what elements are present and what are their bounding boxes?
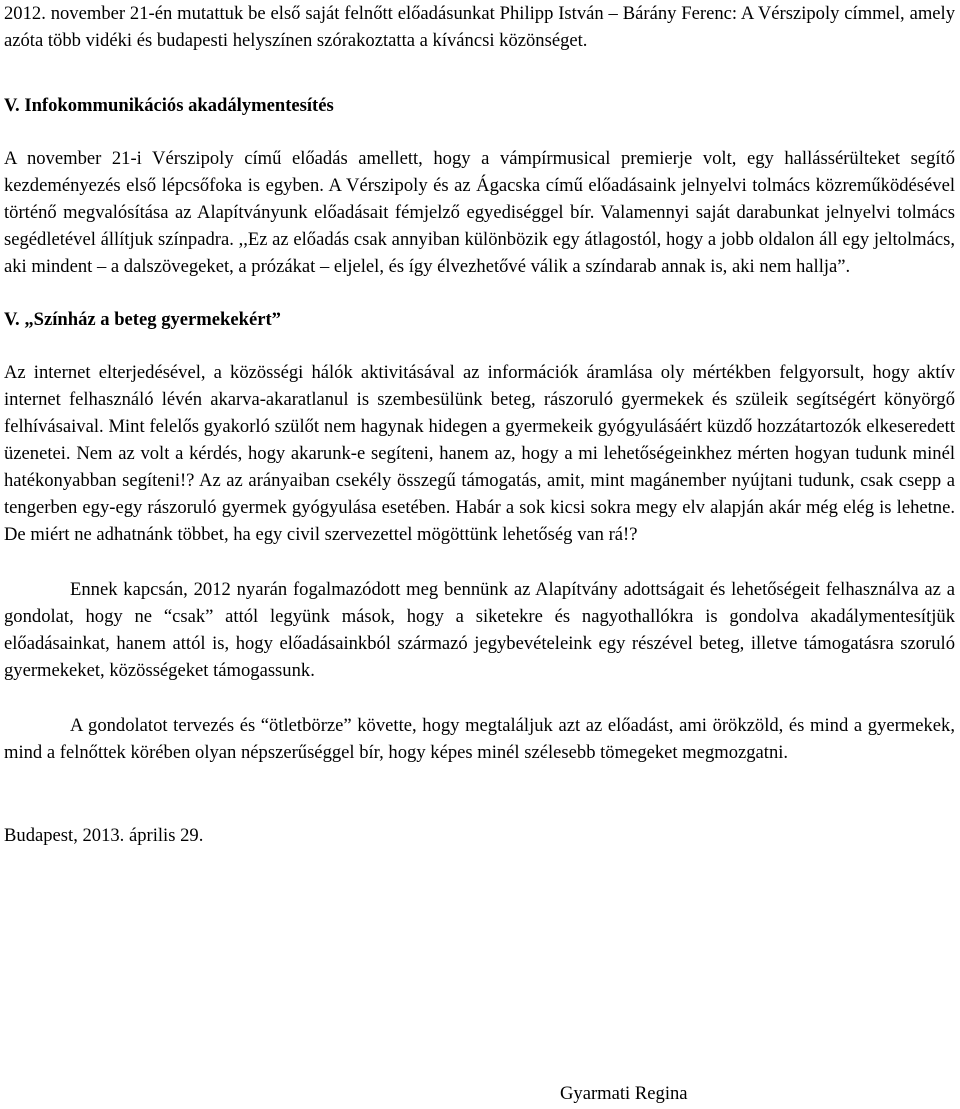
section-paragraph-szinhaz-2: Ennek kapcsán, 2012 nyarán fogalmazódott meg bennünk az Alapítvány adottságait és lehetőségeit felhasználva az a gondolat, hogy ne “csak” attól legyünk mások, hogy a siketekre és nagyothallókra is gondolva akadálymentesítjük előadásainkat, hanem attól is, hogy előadásainkból származó jegybevételeink egy részével beteg, illetve támogatásra szoruló gyermekeket, közösségeket támogassunk.	[4, 579, 955, 681]
section-paragraph-infokommunikacio: A november 21-i Vérszipoly című előadás amellett, hogy a vámpírmusical premierje volt, egy hallássérülteket segítő kezdeményezés első lépcsőfoka is egyben. A Vérszipoly és az Ágacska című előadásaink jelnyelvi tolmács közreműködésével történő megvalósítása az Alapítványunk előadásait fémjelző egyediséggel bír. Valamennyi saját darabunkat jelnyelvi tolmács segédletével állítjuk színpadra. ,,Ez az előadás csak annyiban különbözik egy átlagostól, hogy a jobb oldalon áll egy jeltolmács, aki mindent – a dalszövegeket, a prózákat – eljelel, és így élvezhetővé válik a színdarab annak is, aki nem hallja”.	[4, 148, 955, 277]
section-paragraph-szinhaz-1: Az internet elterjedésével, a közösségi hálók aktivitásával az információk áramlása oly mértékben felgyorsult, hogy aktív internet felhasználó lévén akarva-akaratlanul is szembesülünk beteg, rászoruló gyermekek és szüleik segítségért könyörgő felhívásaival. Mint felelős gyakorló szülőt nem hagynak hidegen a gyermekeik gyógyulásáért küzdő hozzátartozók elkeseredett üzenetei. Nem az volt a kérdés, hogy akarunk-e segíteni, hanem az, hogy a mi lehetőségeinkhez mérten hogyan tudunk minél hatékonyabban segíteni!? Az az arányaiban csekély összegű támogatás, amit, mint magánember nyújtani tudunk, csak csepp a tengerben egy-egy rászoruló gyermek gyógyulása esetében. Habár a sok kicsi sokra megy elv alapján akár még elég is lehetne. De miért ne adhatnánk többet, ha egy civil szervezettel mögöttünk lehetőség van rá!?	[4, 362, 955, 545]
document-page	[4, 0, 955, 849]
dateline: Budapest, 2013. április 29.	[4, 825, 204, 846]
section-heading-infokommunikacio: V. Infokommunikációs akadálymentesítés	[4, 95, 334, 116]
intro-paragraph: 2012. november 21-én mutattuk be első saját felnőtt előadásunkat Philipp István – Bárány Ferenc: A Vérszipoly címmel, amely azóta több vidéki és budapesti helyszínen szórakoztatta a kíváncsi közönséget.	[4, 3, 955, 51]
signature: Gyarmati Regina	[560, 1083, 688, 1104]
section-heading-szinhaz: V. „Színház a beteg gyermekekért”	[4, 309, 281, 330]
section-paragraph-szinhaz-3: A gondolatot tervezés és “ötletbörze” követte, hogy megtaláljuk azt az előadást, ami örökzöld, és mind a gyermekek, mind a felnőttek körében olyan népszerűséggel bír, hogy képes minél szélesebb tömegeket megmozgatni.	[4, 715, 955, 763]
